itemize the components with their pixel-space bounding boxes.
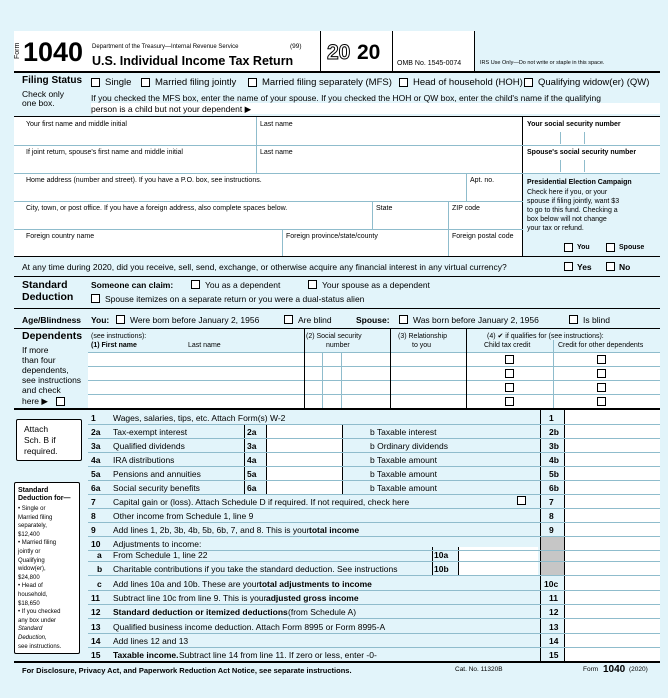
department: Department of the Treasury—Internal Revenue Service: [92, 44, 239, 50]
capital-gain-checkbox[interactable]: [517, 496, 526, 505]
sub-b-text: b Ordinary dividends: [370, 441, 448, 451]
dep-side-5: and check: [22, 385, 61, 395]
spouse-blind-checkbox[interactable]: [569, 315, 578, 324]
pec-line4: box below will not change: [527, 216, 607, 223]
mid-line-label: 3a: [247, 441, 257, 451]
title-block: [88, 31, 320, 71]
irs-use-only: IRS Use Only—Do not write or staple in this space.: [480, 60, 605, 66]
line-text: From Schedule 1, line 22: [113, 550, 208, 560]
sd-item: jointly or: [18, 549, 41, 555]
mid-line-label: 5a: [247, 469, 257, 479]
ssn-label: Your social security number: [527, 121, 621, 128]
qualifying-widow-checkbox[interactable]: [524, 78, 533, 87]
filing-status-sub1: Check only: [22, 89, 65, 99]
omb-number: OMB No. 1545-0074: [397, 60, 462, 67]
line-number: 3a: [91, 441, 101, 451]
line-number: 15: [91, 650, 101, 660]
line-text: IRA distributions: [113, 455, 175, 465]
sd-title1: Standard: [18, 487, 49, 494]
head-of-household-checkbox[interactable]: [399, 78, 408, 87]
pec-you-label: You: [577, 244, 590, 251]
you-blind-checkbox[interactable]: [284, 315, 293, 324]
dep-side-3: dependents,: [22, 365, 69, 375]
line-text: Tax-exempt interest: [113, 427, 188, 437]
adjustment-input[interactable]: [459, 547, 538, 561]
form-number: 1040: [23, 37, 84, 67]
line-number: 9: [91, 525, 96, 535]
home-address-label: Home address (number and street). If you have a P.O. box, see instructions.: [26, 177, 262, 184]
zip-label: ZIP code: [452, 205, 480, 212]
amount-input[interactable]: [565, 647, 660, 661]
married-jointly-label: Married filing jointly: [155, 77, 237, 88]
right-line-label: 2b: [549, 427, 559, 437]
you-dependent-label: You as a dependent: [205, 280, 281, 290]
sd-item: Deduction,: [18, 635, 47, 641]
line-number: 12: [91, 607, 101, 617]
dep-side-6: here ▶: [22, 396, 48, 406]
mid-line-label: 6a: [247, 483, 257, 493]
dep2-cod-checkbox[interactable]: [597, 369, 606, 378]
sd-item: widow(er),: [18, 566, 46, 573]
mid-line-label: 2a: [247, 427, 257, 437]
amount-input[interactable]: [565, 410, 660, 424]
footer-form-number: 1040: [603, 664, 626, 675]
pec-line2: spouse if filing jointly, want $3: [527, 198, 620, 205]
sd-item: Standard: [18, 626, 43, 633]
line-text: Subtract line 10c from line 9. This is your: [113, 593, 267, 603]
amount-input[interactable]: [565, 424, 660, 438]
dep-cod-header: Credit for other dependents: [558, 342, 644, 349]
spouse-ssn-label: Spouse's social security number: [527, 149, 637, 156]
amount-input[interactable]: [565, 508, 660, 522]
spouse-last-name-label: Last name: [260, 149, 293, 156]
irs-use-block: [474, 31, 660, 71]
dep4-cod-checkbox[interactable]: [597, 397, 606, 406]
mfs-note-line2: person is a child but not your dependent ▶: [91, 104, 252, 114]
amount-input[interactable]: [565, 604, 660, 618]
amount-input[interactable]: [565, 438, 660, 452]
dep4-ctc-checkbox[interactable]: [505, 397, 514, 406]
line-number: 13: [91, 622, 101, 632]
sd-item: any box under: [18, 617, 57, 624]
right-line-label: 8: [549, 511, 554, 521]
virtual-no-label: No: [619, 262, 631, 272]
apt-label: Apt. no.: [470, 177, 495, 184]
dependents-see: (see instructions):: [91, 333, 147, 340]
standard-deduction-box: [14, 482, 80, 654]
line-text-bold: total income: [309, 525, 360, 535]
mid-amount-input[interactable]: [267, 480, 342, 494]
more-dependents-checkbox[interactable]: [56, 397, 65, 406]
spouse-first-name-label: If joint return, spouse's first name and middle initial: [26, 149, 183, 156]
line-text-bold: Standard deduction or itemized deductions: [113, 607, 288, 617]
form-label: Form: [14, 42, 21, 59]
footer-year: (2020): [629, 666, 648, 673]
right-line-label: 15: [549, 650, 559, 660]
amount-input[interactable]: [565, 494, 660, 508]
amount-input[interactable]: [565, 522, 660, 536]
line-text-bold: Taxable income.: [113, 650, 179, 660]
form-code: (99): [290, 43, 302, 50]
age-blindness-label: Age/Blindness: [22, 315, 82, 325]
right-line-label: 3b: [549, 441, 559, 451]
sd-item: • If you checked: [18, 609, 61, 616]
line-number: b: [97, 564, 103, 574]
right-line-label: 14: [549, 636, 559, 646]
married-separately-label: Married filing separately (MFS): [262, 77, 392, 88]
sub-b-text: b Taxable interest: [370, 427, 437, 437]
amount-input[interactable]: [565, 590, 660, 604]
amount-input[interactable]: [565, 466, 660, 480]
pec-line5: your tax or refund.: [527, 225, 584, 232]
line-text: Qualified dividends: [113, 441, 185, 451]
mid-amount-input[interactable]: [267, 424, 342, 438]
line-text-bold: total adjustments to income: [259, 579, 372, 589]
amount-input[interactable]: [565, 633, 660, 647]
mid-line-label: 10a: [434, 550, 449, 560]
line-number: c: [97, 579, 102, 589]
mid-amount-input[interactable]: [267, 466, 342, 480]
line-number: 6a: [91, 483, 101, 493]
line-text: Wages, salaries, tips, etc. Attach Form(s) W-2: [113, 413, 286, 423]
right-line-label: 10c: [544, 579, 559, 589]
line-text: Other income from Schedule 1, line 9: [113, 511, 254, 521]
line-text-bold: adjusted gross income: [266, 593, 359, 603]
spouse-born-before-label: Was born before January 2, 1956: [413, 315, 539, 325]
attach-line1: Attach: [24, 424, 49, 434]
filing-status-title: Filing Status: [22, 75, 82, 86]
year-solid: 20: [357, 41, 381, 64]
form-title: U.S. Individual Income Tax Return: [92, 54, 294, 68]
line-text: Charitable contributions if you take the standard deduction. See instructions: [113, 564, 398, 574]
footer-form-label: Form: [583, 666, 599, 673]
spouse-blind-label: Is blind: [583, 315, 610, 325]
sd-title2: Deduction for—: [18, 495, 71, 502]
sd-item: Married filing: [18, 514, 53, 521]
line-text: Subtract line 14 from line 11. If zero or less, enter -0-: [179, 650, 377, 660]
sd-item: $12,400: [18, 531, 40, 538]
line-number: 5a: [91, 469, 101, 479]
filing-status-sub2: one box.: [22, 98, 55, 108]
sub-b-text: b Taxable amount: [370, 455, 437, 465]
sd-item: $24,800: [18, 574, 40, 581]
dep-ctc-header: Child tax credit: [484, 342, 531, 349]
mid-line-label: 10b: [434, 564, 449, 574]
mid-amount-input[interactable]: [267, 438, 342, 452]
qualifying-widow-label: Qualifying widow(er) (QW): [538, 77, 650, 88]
sub-b-text: b Taxable amount: [370, 469, 437, 479]
line-number: 11: [91, 593, 100, 603]
foreign-country-label: Foreign country name: [26, 233, 95, 240]
dep3-cod-checkbox[interactable]: [597, 383, 606, 392]
dep-ssn-header1: (2) Social security: [306, 333, 362, 340]
age-you-label: You:: [91, 315, 110, 325]
dep-last-name-header: Last name: [188, 342, 221, 349]
line-text: (from Schedule A): [288, 607, 357, 617]
someone-can-claim: Someone can claim:: [91, 280, 174, 290]
line-text: Social security benefits: [113, 483, 200, 493]
amount-input[interactable]: [565, 576, 660, 590]
right-line-label: 11: [549, 593, 558, 603]
dep-first-name-header: (1) First name: [91, 342, 137, 349]
footer-notice: For Disclosure, Privacy Act, and Paperwork Reduction Act Notice, see separate instructions.: [22, 666, 352, 675]
married-jointly-checkbox[interactable]: [141, 78, 150, 87]
single-checkbox[interactable]: [91, 78, 100, 87]
right-line-label: 7: [549, 497, 554, 507]
spouse-dependent-label: Your spouse as a dependent: [322, 280, 430, 290]
sd-item: • Head of: [18, 583, 43, 590]
virtual-no-checkbox[interactable]: [606, 262, 615, 271]
sd-item: see instructions.: [18, 643, 62, 650]
amount-input[interactable]: [565, 619, 660, 633]
line-text: Pensions and annuities: [113, 469, 201, 479]
spouse-itemizes-checkbox[interactable]: [91, 294, 100, 303]
you-born-before-label: Were born before January 2, 1956: [130, 315, 260, 325]
omb-block: [392, 31, 474, 71]
dep-side-1: If more: [22, 345, 49, 355]
sd-item: Qualifying: [18, 557, 45, 564]
pec-spouse-label: Spouse: [619, 244, 645, 251]
year-block: [320, 31, 392, 71]
line-number: 7: [91, 497, 96, 507]
line-number: 4a: [91, 455, 101, 465]
line-number: 8: [91, 511, 96, 521]
spouse-born-before-checkbox[interactable]: [399, 315, 408, 324]
dep2-ctc-checkbox[interactable]: [505, 369, 514, 378]
state-label: State: [376, 205, 393, 212]
dep-side-2: than four: [22, 355, 56, 365]
dep1-ctc-checkbox[interactable]: [505, 355, 514, 364]
standard-title2: Deduction: [22, 291, 74, 303]
right-line-label: 12: [549, 607, 559, 617]
pec-title: Presidential Election Campaign: [527, 179, 632, 186]
line-text: Capital gain or (loss). Attach Schedule D if required. If not required, check here: [113, 497, 410, 507]
line-number: 14: [91, 636, 101, 646]
right-line-label: 13: [549, 622, 559, 632]
standard-title1: Standard: [22, 279, 68, 291]
sd-item: household,: [18, 592, 48, 598]
line-number: 10: [91, 539, 101, 549]
dep-ssn-header2: number: [326, 342, 350, 349]
dep1-cod-checkbox[interactable]: [597, 355, 606, 364]
attach-line3: required.: [24, 446, 58, 456]
first-name-label: Your first name and middle initial: [26, 121, 127, 128]
line-text: Qualified business income deduction. Attach Form 8995 or Form 8995-A: [113, 622, 386, 632]
dep-side-4: see instructions: [22, 375, 82, 385]
right-line-label: 6b: [549, 483, 559, 493]
dep-relationship-header1: (3) Relationship: [398, 333, 448, 340]
adjustment-input[interactable]: [459, 561, 538, 575]
line-text: Adjustments to income:: [113, 539, 202, 549]
attach-line2: Sch. B if: [24, 435, 56, 445]
right-line-label: 4b: [549, 455, 559, 465]
line-number: a: [97, 550, 102, 560]
shaded-area: [540, 536, 564, 576]
line-text: Add lines 12 and 13: [113, 636, 189, 646]
year-outline: 20: [327, 41, 351, 64]
married-separately-checkbox[interactable]: [248, 78, 257, 87]
form-number-block: [14, 31, 88, 71]
right-line-label: 5b: [549, 469, 559, 479]
amount-input[interactable]: [565, 452, 660, 466]
dependents-title: Dependents: [22, 330, 83, 342]
head-of-household-label: Head of household (HOH): [413, 77, 523, 88]
sd-item: $18,650: [18, 600, 40, 607]
virtual-currency-question: At any time during 2020, did you receive, sell, send, exchange, or otherwise acquire any financial interest in any virtual currency?: [22, 262, 507, 272]
foreign-province-label: Foreign province/state/county: [286, 233, 378, 240]
sd-item: • Married filing: [18, 540, 57, 547]
dep3-ctc-checkbox[interactable]: [505, 383, 514, 392]
you-dependent-checkbox[interactable]: [191, 280, 200, 289]
line-number: 2a: [91, 427, 101, 437]
line-number: 1: [91, 413, 96, 423]
line-text: Add lines 10a and 10b. These are your: [113, 579, 260, 589]
virtual-yes-label: Yes: [577, 262, 592, 272]
you-blind-label: Are blind: [298, 315, 332, 325]
city-label: City, town, or post office. If you have a foreign address, also complete spaces below.: [26, 205, 288, 212]
dep-relationship-header2: to you: [412, 342, 432, 349]
dep-qualifies-header: (4) ✔ if qualifies for (see instructions):: [487, 333, 604, 340]
sd-item: • Single or: [18, 506, 46, 512]
age-spouse-label: Spouse:: [356, 315, 390, 325]
right-line-label: 1: [549, 413, 554, 423]
line-text: Add lines 1, 2b, 3b, 4b, 5b, 6b, 7, and 8. This is your: [113, 525, 310, 535]
single-label: Single: [105, 77, 132, 88]
pec-you-checkbox[interactable]: [564, 243, 573, 252]
mfs-note-line1: If you checked the MFS box, enter the name of your spouse. If you checked the HOH or QW box, enter the child's name if the qualifying: [91, 93, 601, 103]
last-name-label: Last name: [260, 121, 293, 128]
right-line-label: 9: [549, 525, 554, 535]
pec-line1: Check here if you, or your: [527, 189, 608, 196]
pec-line3: to go to this fund. Checking a: [527, 207, 618, 214]
spouse-dependent-checkbox[interactable]: [308, 280, 317, 289]
amount-input[interactable]: [565, 480, 660, 494]
you-born-before-checkbox[interactable]: [116, 315, 125, 324]
sub-b-text: b Taxable amount: [370, 483, 437, 493]
mid-line-label: 4a: [247, 455, 257, 465]
mid-amount-input[interactable]: [267, 452, 342, 466]
pec-spouse-checkbox[interactable]: [606, 243, 615, 252]
sd-item: separately,: [18, 523, 47, 530]
spouse-itemizes-label: Spouse itemizes on a separate return or you were a dual-status alien: [105, 294, 365, 304]
attach-sch-b-box: [16, 419, 82, 461]
footer-cat-no: Cat. No. 11320B: [455, 666, 503, 673]
foreign-postal-label: Foreign postal code: [452, 233, 514, 240]
virtual-yes-checkbox[interactable]: [564, 262, 573, 271]
